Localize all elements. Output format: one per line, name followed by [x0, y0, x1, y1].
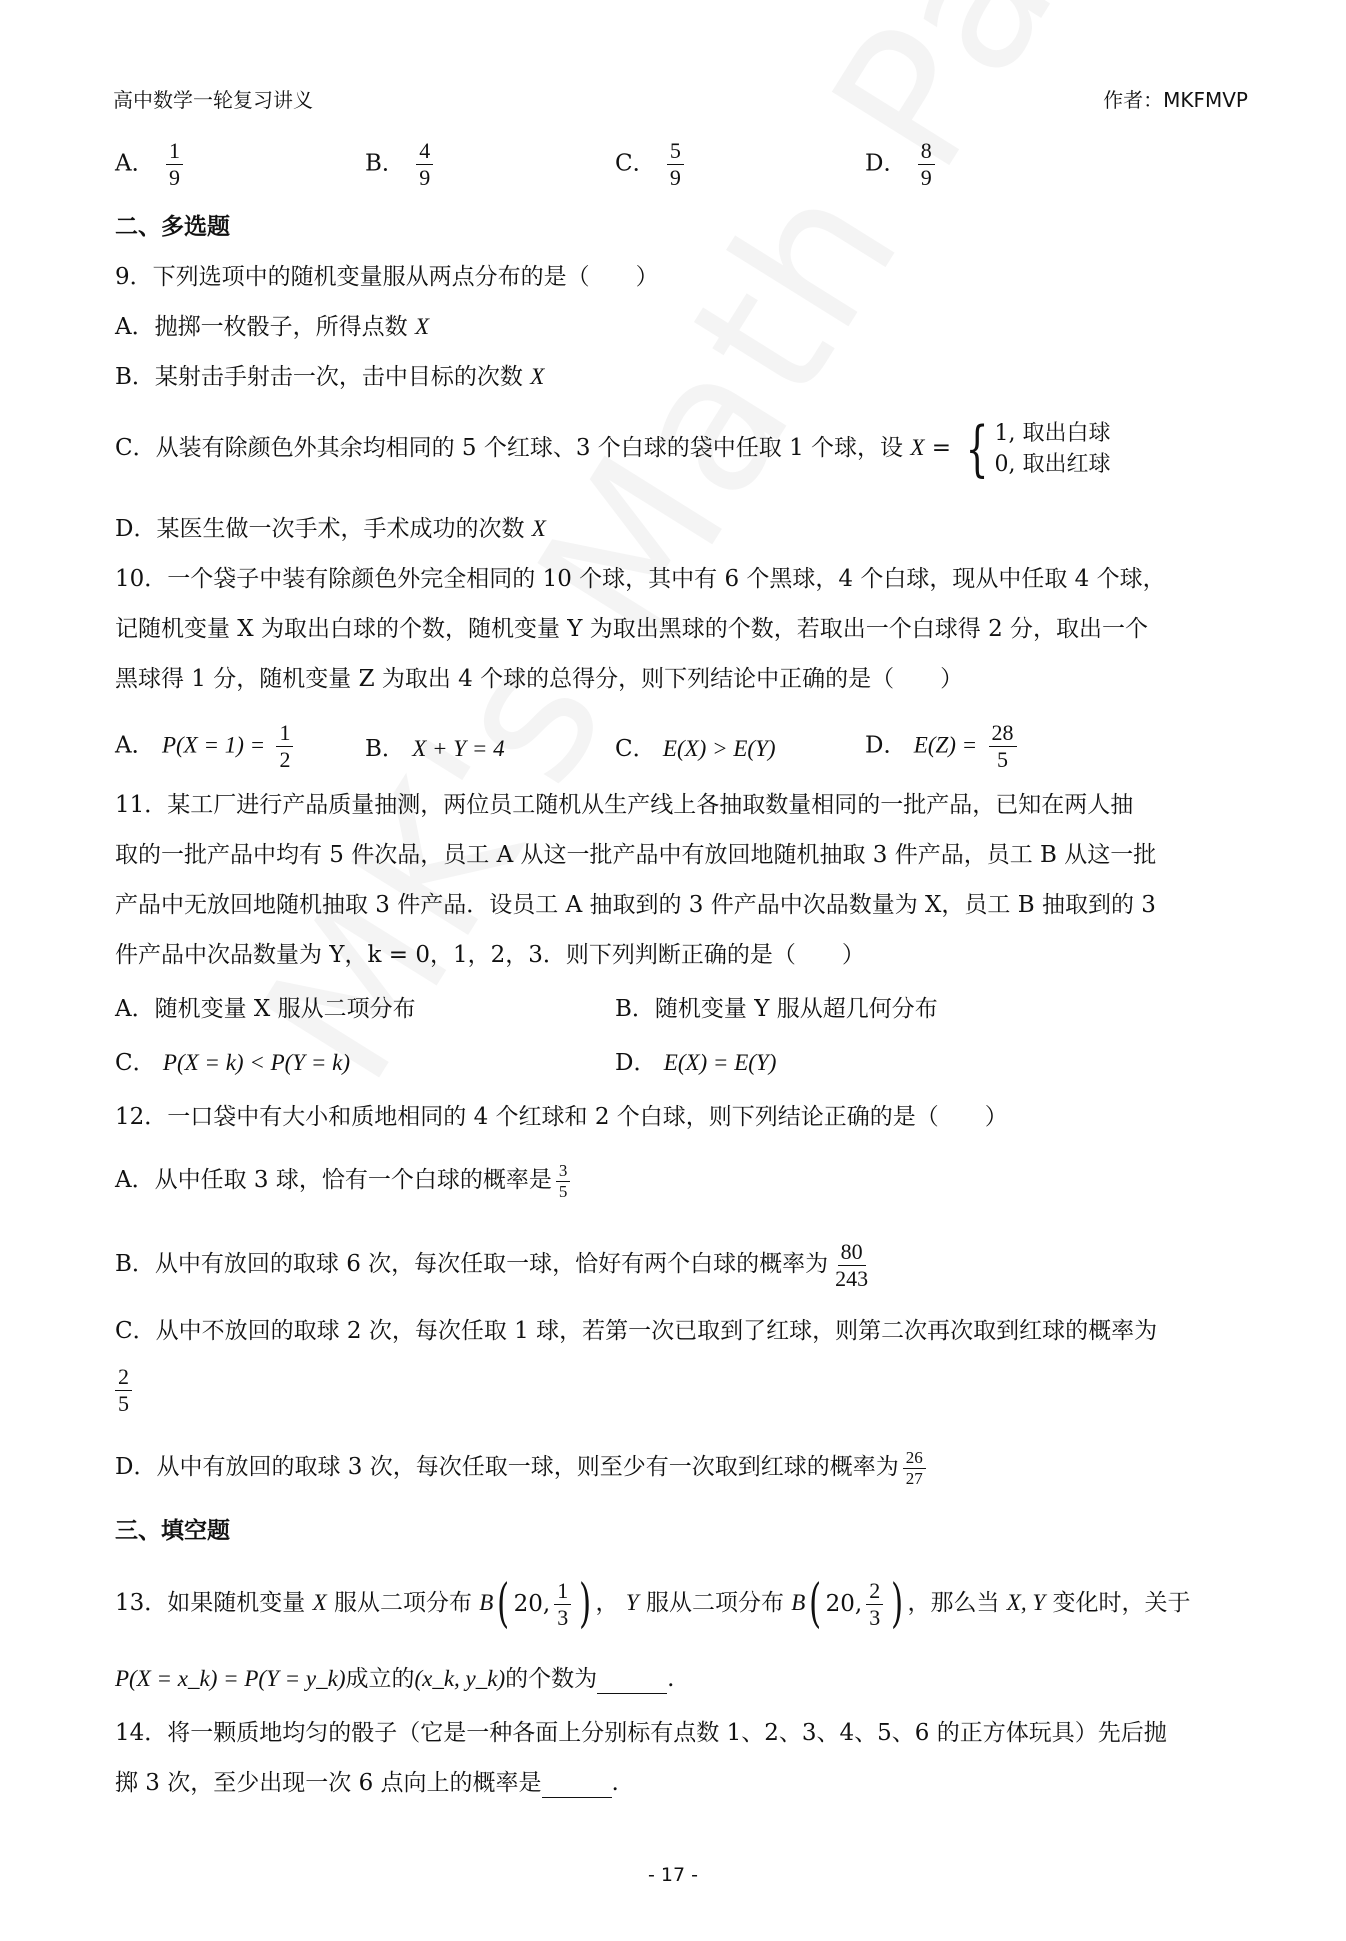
- section-heading-fill-in: 三、填空题: [115, 1518, 230, 1544]
- q11-option-c: C． P(X = k) < P(Y = k): [115, 1050, 350, 1076]
- q10-option-c: C． E(X) > E(Y): [615, 736, 776, 762]
- page-number: - 17 -: [648, 1864, 698, 1886]
- fraction: $\frac{4}{9}$: [416, 138, 433, 191]
- q13-line1: 13．如果随机变量 X 服从二项分布 B ( 20, $\frac{1}{3}$ ) ， Y 服从二项分布 B ( 20, $\frac{2}{3}$ ) ，那么当 X, Y 变化时，关于: [115, 1574, 1191, 1634]
- q12-option-d: D．从中有放回的取球 3 次，每次任取一球，则至少有一次取到红球的概率为 $\frac{26}{27}$: [115, 1442, 930, 1492]
- q11-stem-line2: 取的一批产品中均有 5 件次品，员工 A 从这一批产品中有放回地随机抽取 3 件产品，员工 B 从这一批: [115, 842, 1157, 868]
- q8-option-c: C． $\frac{5}{9}$: [615, 138, 688, 191]
- fraction: $\frac{5}{9}$: [667, 138, 684, 191]
- q10-stem-line3: 黑球得 1 分，随机变量 Z 为取出 4 个球的总得分，则下列结论中正确的是（ ）: [115, 666, 964, 692]
- piecewise-definition: { 1, 取出白球 0, 取出红球: [965, 414, 1111, 484]
- q12-stem: 12．一口袋中有大小和质地相同的 4 个红球和 2 个白球，则下列结论正确的是（ ）: [115, 1104, 1008, 1130]
- fraction: $\frac{1}{2}$: [276, 720, 293, 773]
- q12-option-c: C．从中不放回的取球 2 次，每次任取 1 球，若第一次已取到了红球，则第二次再次取到红球的概率为: [115, 1318, 1158, 1344]
- q10-stem-line2: 记随机变量 X 为取出白球的个数，随机变量 Y 为取出黑球的个数，若取出一个白球得 2 分，取出一个: [115, 616, 1149, 642]
- fraction: $\frac{1}{9}$: [166, 138, 183, 191]
- q9-option-a: A．抛掷一枚骰子，所得点数 X: [115, 314, 429, 340]
- fraction: $\frac{3}{5}$: [556, 1161, 571, 1202]
- q9-option-d: D．某医生做一次手术，手术成功的次数 X: [115, 516, 546, 542]
- q11-option-a: A．随机变量 X 服从二项分布: [115, 996, 416, 1022]
- q13-line2: P(X = x_k) = P(Y = y_k)成立的(x_k, y_k)的个数为 .: [115, 1666, 675, 1692]
- q11-option-d: D． E(X) = E(Y): [615, 1050, 777, 1076]
- fraction: $\frac{8}{9}$: [918, 138, 935, 191]
- q12-option-c-answer: [115, 1364, 136, 1417]
- q10-option-b: B． X + Y = 4: [365, 736, 505, 762]
- q11-stem-line4: 件产品中次品数量为 Y，k = 0，1，2，3．则下列判断正确的是（ ）: [115, 942, 865, 968]
- fraction: $\frac{80}{243}$: [835, 1238, 869, 1291]
- q9-option-b: B．某射击手射击一次，击中目标的次数 X: [115, 364, 545, 390]
- q10-stem-line1: 10．一个袋子中装有除颜色外完全相同的 10 个球，其中有 6 个黑球，4 个白球，现从中任取 4 个球，: [115, 566, 1166, 592]
- q8-option-d: D． $\frac{8}{9}$: [865, 138, 939, 191]
- q11-stem-line3: 产品中无放回地随机抽取 3 件产品．设员工 A 抽取到的 3 件产品中次品数量为 X，员工 B 抽取到的 3: [115, 892, 1156, 918]
- q14-line1: 14．将一颗质地均匀的骰子（它是一种各面上分别标有点数 1、2、3、4、5、6 的正方体玩具）先后抛: [115, 1720, 1167, 1746]
- q11-stem-line1: 11．某工厂进行产品质量抽测，两位员工随机从生产线上各抽取数量相同的一批产品，已知在两人抽: [115, 792, 1134, 818]
- q10-option-a: A． P(X = 1) = $\frac{1}{2}$: [115, 720, 297, 773]
- fraction: $\frac{2}{3}$: [866, 1578, 883, 1631]
- q8-option-b: B． $\frac{4}{9}$: [365, 138, 437, 191]
- fraction: $\frac{1}{3}$: [554, 1578, 571, 1631]
- header-author: 作者：MKFMVP: [1103, 88, 1248, 112]
- q11-option-b: B．随机变量 Y 服从超几何分布: [615, 996, 938, 1022]
- q10-option-d: D． E(Z) = $\frac{28}{5}$: [865, 720, 1021, 773]
- q12-option-a: A．从中任取 3 球，恰有一个白球的概率是 $\frac{3}{5}$: [115, 1152, 574, 1208]
- fraction: $\frac{26}{27}$: [903, 1448, 926, 1489]
- answer-blank[interactable]: [597, 1671, 667, 1694]
- answer-blank[interactable]: [542, 1775, 612, 1798]
- fraction: $\frac{28}{5}$: [989, 720, 1017, 773]
- fraction: $\frac{2}{5}$: [115, 1364, 132, 1417]
- q9-option-c: C．从装有除颜色外其余均相同的 5 个红球、3 个白球的袋中任取 1 个球，设 X = { 1, 取出白球 0, 取出红球: [115, 414, 1111, 484]
- q14-line2: 掷 3 次，至少出现一次 6 点向上的概率是 .: [115, 1770, 619, 1796]
- header-title: 高中数学一轮复习讲义: [113, 88, 313, 112]
- section-heading-multi-choice: 二、多选题: [115, 214, 230, 240]
- q8-option-a: A． $\frac{1}{9}$: [115, 138, 187, 191]
- q12-option-b: B．从中有放回的取球 6 次，每次任取一球，恰好有两个白球的概率为 $\frac{80}{243}$: [115, 1236, 875, 1292]
- q9-stem: 9．下列选项中的随机变量服从两点分布的是（ ）: [115, 264, 659, 290]
